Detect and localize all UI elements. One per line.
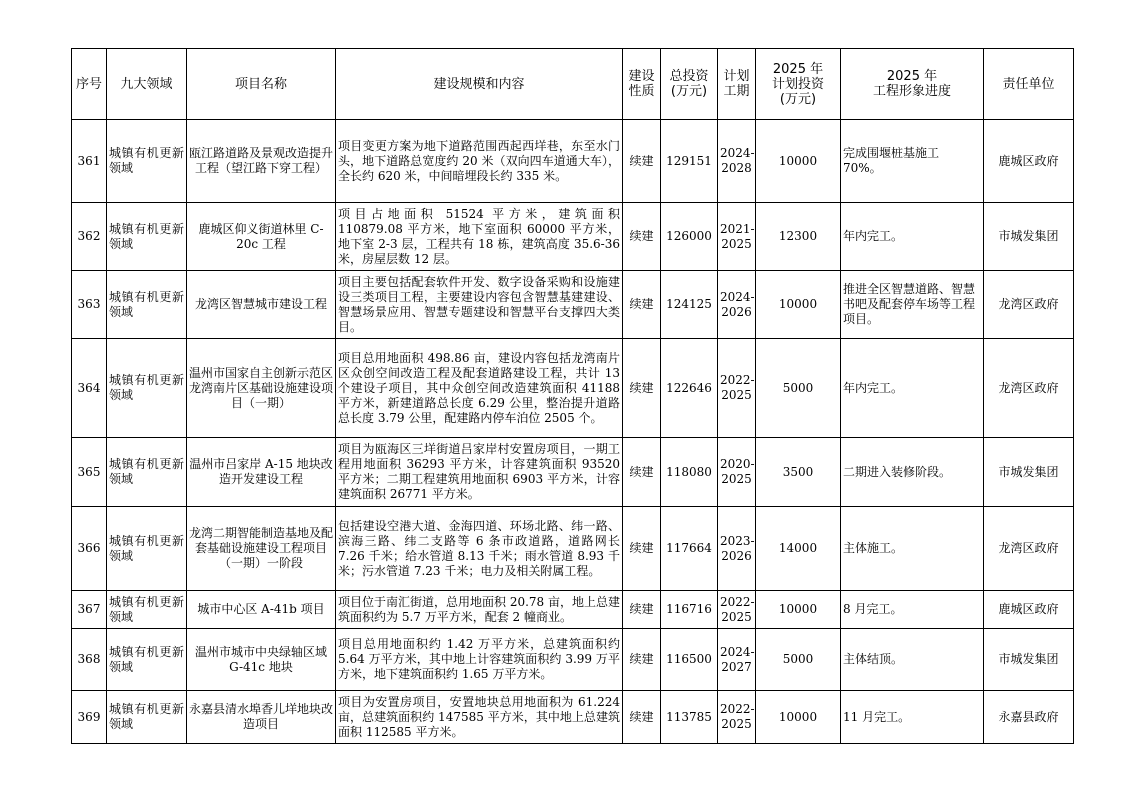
cell-progress: 8 月完工。 bbox=[841, 591, 984, 629]
cell-total: 117664 bbox=[661, 507, 718, 591]
table-row bbox=[72, 120, 1074, 203]
cell-plan-2025: 14000 bbox=[756, 507, 841, 591]
cell-progress: 11 月完工。 bbox=[841, 691, 984, 744]
cell-nature: 续建 bbox=[623, 629, 661, 691]
cell-plan-2025: 10000 bbox=[756, 691, 841, 744]
header-scope: 建设规模和内容 bbox=[336, 49, 623, 120]
cell-period: 2024-2028 bbox=[718, 120, 756, 203]
cell-nature: 续建 bbox=[623, 120, 661, 203]
cell-unit: 市城发集团 bbox=[984, 438, 1074, 507]
table-row bbox=[72, 203, 1074, 271]
cell-seq: 366 bbox=[72, 507, 107, 591]
cell-period: 2023-2026 bbox=[718, 507, 756, 591]
header-seq: 序号 bbox=[72, 49, 107, 120]
cell-unit: 鹿城区政府 bbox=[984, 120, 1074, 203]
project-table bbox=[71, 48, 1074, 744]
cell-scope: 项目为瓯海区三垟街道吕家岸村安置房项目，一期工程用地面积 36293 平方米，计容建筑面积 93520 平方米；二期工程建筑用地面积 6903 平方米，计容建筑面积 26771 平方米。 bbox=[336, 438, 623, 507]
table-row bbox=[72, 339, 1074, 438]
cell-period: 2022-2025 bbox=[718, 591, 756, 629]
cell-period: 2022-2025 bbox=[718, 691, 756, 744]
cell-total: 122646 bbox=[661, 339, 718, 438]
cell-total: 118080 bbox=[661, 438, 718, 507]
cell-name: 城市中心区 A-41b 项目 bbox=[187, 591, 336, 629]
cell-unit: 鹿城区政府 bbox=[984, 591, 1074, 629]
cell-total: 129151 bbox=[661, 120, 718, 203]
cell-progress: 完成围堰桩基施工 70%。 bbox=[841, 120, 984, 203]
cell-field: 城镇有机更新领域 bbox=[107, 271, 187, 339]
cell-scope: 项目位于南汇街道，总用地面积 20.78 亩，地上总建筑面积约为 5.7 万平方米，配套 2 幢商业。 bbox=[336, 591, 623, 629]
cell-unit: 市城发集团 bbox=[984, 203, 1074, 271]
cell-plan-2025: 10000 bbox=[756, 271, 841, 339]
cell-total: 113785 bbox=[661, 691, 718, 744]
cell-field: 城镇有机更新领域 bbox=[107, 691, 187, 744]
cell-period: 2024-2027 bbox=[718, 629, 756, 691]
cell-seq: 369 bbox=[72, 691, 107, 744]
cell-field: 城镇有机更新领域 bbox=[107, 438, 187, 507]
header-field: 九大领域 bbox=[107, 49, 187, 120]
cell-plan-2025: 10000 bbox=[756, 591, 841, 629]
cell-period: 2020-2025 bbox=[718, 438, 756, 507]
cell-total: 124125 bbox=[661, 271, 718, 339]
cell-nature: 续建 bbox=[623, 691, 661, 744]
cell-progress: 推进全区智慧道路、智慧书吧及配套停车场等工程项目。 bbox=[841, 271, 984, 339]
cell-unit: 龙湾区政府 bbox=[984, 507, 1074, 591]
cell-period: 2024-2026 bbox=[718, 271, 756, 339]
cell-progress: 主体施工。 bbox=[841, 507, 984, 591]
cell-progress: 年内完工。 bbox=[841, 203, 984, 271]
cell-nature: 续建 bbox=[623, 203, 661, 271]
cell-plan-2025: 12300 bbox=[756, 203, 841, 271]
cell-plan-2025: 10000 bbox=[756, 120, 841, 203]
cell-total: 116716 bbox=[661, 591, 718, 629]
cell-nature: 续建 bbox=[623, 271, 661, 339]
cell-nature: 续建 bbox=[623, 339, 661, 438]
cell-scope: 项目占地面积 51524 平方米，建筑面积 110879.08 平方米，地下室面积 60000 平方米，地下室 2-3 层，工程共有 18 栋，建筑高度 35.6-36 米，房屋层数 12 层。 bbox=[336, 203, 623, 271]
header-nature: 建设 性质 bbox=[623, 49, 661, 120]
cell-seq: 362 bbox=[72, 203, 107, 271]
header-progress-2025: 2025 年 工程形象进度 bbox=[841, 49, 984, 120]
cell-name: 温州市吕家岸 A-15 地块改造开发建设工程 bbox=[187, 438, 336, 507]
cell-nature: 续建 bbox=[623, 438, 661, 507]
cell-seq: 364 bbox=[72, 339, 107, 438]
cell-seq: 365 bbox=[72, 438, 107, 507]
table-row bbox=[72, 629, 1074, 691]
cell-field: 城镇有机更新领域 bbox=[107, 629, 187, 691]
cell-seq: 361 bbox=[72, 120, 107, 203]
cell-field: 城镇有机更新领域 bbox=[107, 591, 187, 629]
cell-field: 城镇有机更新领域 bbox=[107, 507, 187, 591]
cell-progress: 二期进入装修阶段。 bbox=[841, 438, 984, 507]
cell-plan-2025: 5000 bbox=[756, 339, 841, 438]
cell-name: 鹿城区仰义街道林里 C-20c 工程 bbox=[187, 203, 336, 271]
cell-plan-2025: 3500 bbox=[756, 438, 841, 507]
cell-name: 永嘉县清水埠香儿垟地块改造项目 bbox=[187, 691, 336, 744]
table-row bbox=[72, 271, 1074, 339]
cell-unit: 市城发集团 bbox=[984, 629, 1074, 691]
cell-scope: 项目变更方案为地下道路范围西起西垟巷，东至水门头，地下道路总宽度约 20 米（双向四车道通大车），全长约 620 米，中间暗埋段长约 335 米。 bbox=[336, 120, 623, 203]
cell-unit: 龙湾区政府 bbox=[984, 271, 1074, 339]
header-unit: 责任单位 bbox=[984, 49, 1074, 120]
cell-name: 龙湾区智慧城市建设工程 bbox=[187, 271, 336, 339]
cell-nature: 续建 bbox=[623, 507, 661, 591]
cell-nature: 续建 bbox=[623, 591, 661, 629]
cell-scope: 项目总用地面积约 1.42 万平方米，总建筑面积约 5.64 万平方米，其中地上计容建筑面积约 3.99 万平方米，地下建筑面积约 1.65 万平方米。 bbox=[336, 629, 623, 691]
cell-name: 龙湾二期智能制造基地及配套基础设施建设工程项目（一期）一阶段 bbox=[187, 507, 336, 591]
table-row bbox=[72, 438, 1074, 507]
cell-name: 瓯江路道路及景观改造提升工程（望江路下穿工程） bbox=[187, 120, 336, 203]
cell-name: 温州市城市中央绿轴区域 G-41c 地块 bbox=[187, 629, 336, 691]
cell-total: 126000 bbox=[661, 203, 718, 271]
cell-plan-2025: 5000 bbox=[756, 629, 841, 691]
header-row bbox=[72, 49, 1074, 120]
cell-seq: 367 bbox=[72, 591, 107, 629]
cell-seq: 363 bbox=[72, 271, 107, 339]
cell-progress: 主体结顶。 bbox=[841, 629, 984, 691]
cell-period: 2021-2025 bbox=[718, 203, 756, 271]
cell-scope: 项目为安置房项目，安置地块总用地面积为 61.224 亩，总建筑面积约 147585 平方米，其中地上总建筑面积 112585 平方米。 bbox=[336, 691, 623, 744]
table-row bbox=[72, 691, 1074, 744]
header-plan-2025: 2025 年 计划投资 (万元) bbox=[756, 49, 841, 120]
table-row bbox=[72, 507, 1074, 591]
header-period: 计划 工期 bbox=[718, 49, 756, 120]
cell-scope: 项目总用地面积 498.86 亩，建设内容包括龙湾南片区众创空间改造工程及配套道路建设工程，共计 13 个建设子项目，其中众创空间改造建筑面积 41188 平方米，新建道路总长度 6.29 公里，整治提升道路总长度 3.79 公里，配建路内停车泊位 2505 个。 bbox=[336, 339, 623, 438]
cell-field: 城镇有机更新领域 bbox=[107, 339, 187, 438]
cell-scope: 包括建设空港大道、金海四道、环场北路、纬一路、滨海三路、纬二支路等 6 条市政道路，道路网长 7.26 千米；给水管道 8.13 千米；雨水管道 8.93 千米；污水管道 7.23 千米；电力及相关附属工程。 bbox=[336, 507, 623, 591]
cell-name: 温州市国家自主创新示范区龙湾南片区基础设施建设项目（一期） bbox=[187, 339, 336, 438]
cell-unit: 永嘉县政府 bbox=[984, 691, 1074, 744]
cell-total: 116500 bbox=[661, 629, 718, 691]
cell-progress: 年内完工。 bbox=[841, 339, 984, 438]
cell-seq: 368 bbox=[72, 629, 107, 691]
cell-scope: 项目主要包括配套软件开发、数字设备采购和设施建设三类项目工程，主要建设内容包含智慧基建建设、智慧场景应用、智慧专题建设和智慧平台支撑四大类目。 bbox=[336, 271, 623, 339]
table-row bbox=[72, 591, 1074, 629]
header-total: 总投资 (万元) bbox=[661, 49, 718, 120]
header-name: 项目名称 bbox=[187, 49, 336, 120]
cell-field: 城镇有机更新领域 bbox=[107, 120, 187, 203]
cell-period: 2022-2025 bbox=[718, 339, 756, 438]
cell-field: 城镇有机更新领域 bbox=[107, 203, 187, 271]
cell-unit: 龙湾区政府 bbox=[984, 339, 1074, 438]
